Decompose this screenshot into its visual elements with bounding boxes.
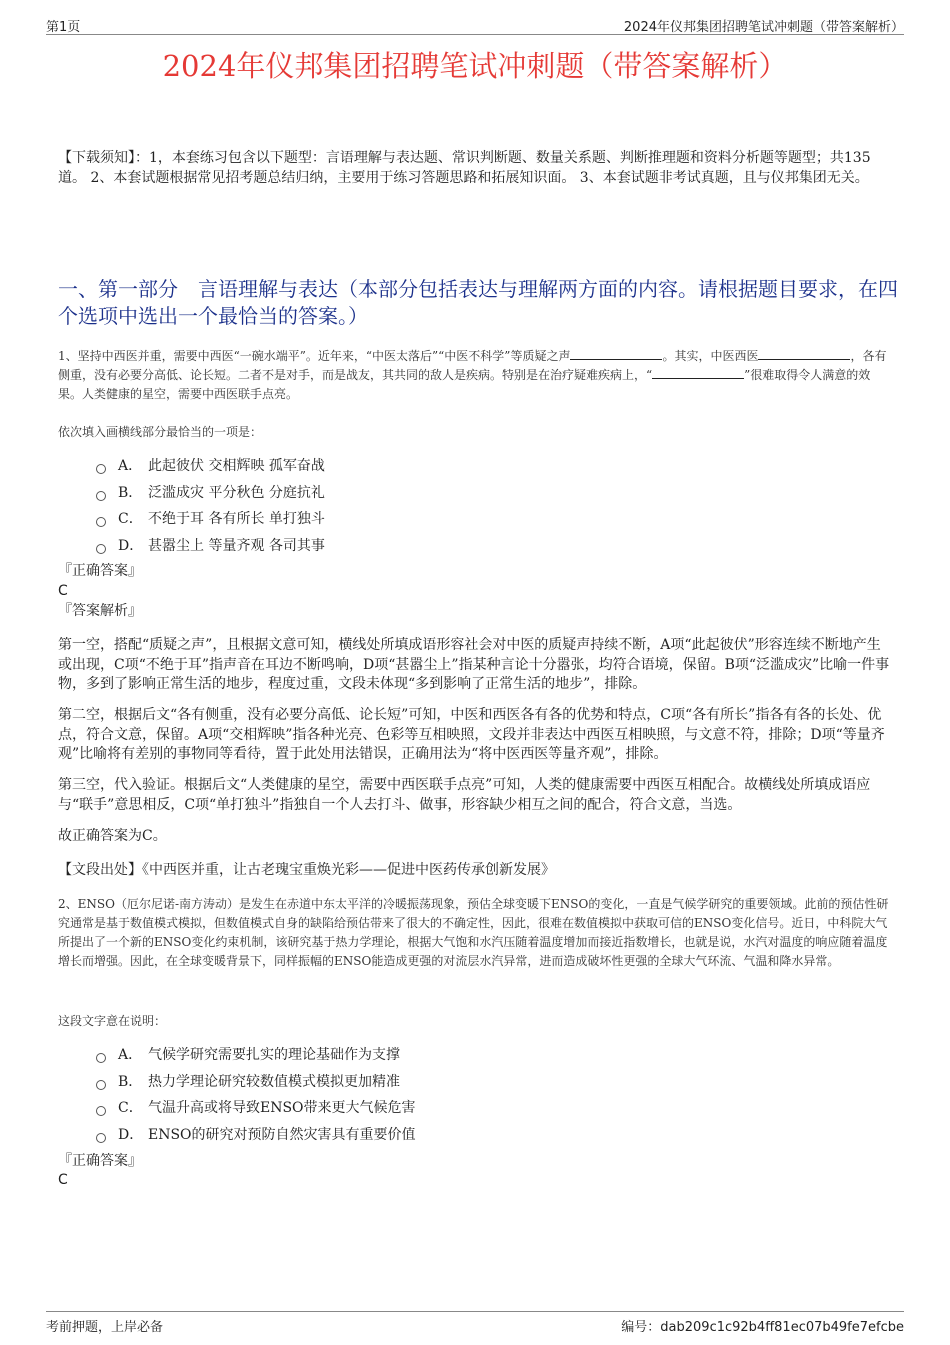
analysis-label: 『答案解析』 bbox=[58, 603, 142, 619]
radio-icon[interactable] bbox=[96, 517, 106, 527]
radio-icon[interactable] bbox=[96, 491, 106, 501]
footer-slogan: 考前押题，上岸必备 bbox=[46, 1320, 164, 1335]
option-c[interactable]: C． 不绝于耳 各有所长 单打独斗 bbox=[96, 506, 325, 533]
blank-3 bbox=[652, 367, 744, 379]
radio-icon[interactable] bbox=[96, 1080, 106, 1090]
answer-label: 『正确答案』 bbox=[58, 1153, 142, 1169]
answer-value: C bbox=[58, 583, 68, 599]
option-d[interactable]: D． ENSO的研究对预防自然灾害具有重要价值 bbox=[96, 1122, 416, 1149]
radio-icon[interactable] bbox=[96, 1053, 106, 1063]
page-number: 第1页 bbox=[46, 20, 81, 35]
page-footer bbox=[46, 1311, 904, 1334]
question-1-text: 1、坚持中西医并重，需要中西医“一碗水端平”。近年来，“中医太落后”“中医不科学”等质疑之声 。其实，中医西医 ，各有侧重，没有必要分高低、论长短。二者不是对手，而是战友，其共同的敌人是疾病。特别是在治疗疑难疾病上，“ ”很难取得令人满意的效果。人类健康的星空，需要中西医联手点亮。 bbox=[58, 349, 887, 401]
radio-icon[interactable] bbox=[96, 464, 106, 474]
analysis-paragraph-1: 第一空，搭配“质疑之声”，且根据文意可知，横线处所填成语形容社会对中医的质疑声持续不断，A项“此起彼伏”形容连续不断地产生或出现，C项“不绝于耳”指声音在耳边不断鸣响，D项“甚嚣尘上”指某种言论十分嚣张，均符合语境，保留。B项“泛滥成灾”比喻一件事物，多到了影响正常生活的地步，程度过重，文段未体现“多到影响了正常生活的地步”，排除。 bbox=[58, 637, 890, 692]
header-doc-title: 2024年仪邦集团招聘笔试冲刺题（带答案解析） bbox=[623, 20, 904, 35]
blank-1 bbox=[570, 348, 662, 360]
download-notice: 【下载须知】：1，本套练习包含以下题型：言语理解与表达题、常识判断题、数量关系题、判断推理题和资料分析题等题型；共135道。 2、本套试题根据常见招考题总结归纳，主要用于练习答题思路和拓展知识面。 3、本套试题非考试真题，且与仪邦集团无关。 bbox=[58, 150, 871, 186]
document-id: 编号：dab209c1c92b4ff81ec07b49fe7efcbe bbox=[621, 1320, 904, 1335]
option-c[interactable]: C． 气温升高或将导致ENSO带来更大气候危害 bbox=[96, 1095, 416, 1122]
question-2-options bbox=[96, 1042, 416, 1148]
blank-2 bbox=[758, 348, 850, 360]
document-title: 2024年仪邦集团招聘笔试冲刺题（带答案解析） bbox=[162, 49, 788, 83]
radio-icon[interactable] bbox=[96, 544, 106, 554]
answer-label: 『正确答案』 bbox=[58, 563, 142, 579]
option-a[interactable]: A． 此起彼伏 交相辉映 孤军奋战 bbox=[96, 453, 325, 480]
option-b[interactable]: B． 泛滥成灾 平分秋色 分庭抗礼 bbox=[96, 480, 325, 507]
analysis-paragraph-3: 第三空，代入验证。根据后文“人类健康的星空，需要中西医联手点亮”可知，人类的健康需要中西医互相配合。故横线处所填成语应与“联手”意思相反，C项“单打独斗”指独自一个人去打斗、做事，形容缺少相互之间的配合，符合文意，当选。 bbox=[58, 777, 871, 813]
analysis-conclusion: 故正确答案为C。 bbox=[58, 828, 167, 844]
answer-value: C bbox=[58, 1172, 68, 1188]
question-2-text: 2、ENSO（厄尔尼诺-南方涛动）是发生在赤道中东太平洋的冷暖振荡现象，预估全球变暖下ENSO的变化，一直是气候学研究的重要领域。此前的预估性研究通常是基于数值模式模拟，但数值模式自身的缺陷给预估带来了很大的不确定性，因此，很难在数值模拟中获取可信的ENSO变化信号。近日，中科院大气所提出了一个新的ENSO变化约束机制，该研究基于热力学理论，根据大气饱和水汽压随着温度增加而接近指数增长，也就是说，水汽对温度的响应随着温度增长而增强。因此，在全球变暖背景下，同样振幅的ENSO能造成更强的对流层水汽异常，进而造成破坏性更强的全球大气环流、气温和降水异常。 bbox=[58, 897, 889, 968]
radio-icon[interactable] bbox=[96, 1106, 106, 1116]
question-2-prompt: 这段文字意在说明： bbox=[58, 1014, 167, 1028]
question-1-prompt: 依次填入画横线部分最恰当的一项是： bbox=[58, 425, 263, 439]
option-a[interactable]: A． 气候学研究需要扎实的理论基础作为支撑 bbox=[96, 1042, 416, 1069]
source-citation: 【文段出处】《中西医并重，让古老瑰宝重焕光彩——促进中医药传承创新发展》 bbox=[58, 862, 555, 878]
question-1-options bbox=[96, 453, 325, 559]
radio-icon[interactable] bbox=[96, 1133, 106, 1143]
option-b[interactable]: B． 热力学理论研究较数值模式模拟更加精准 bbox=[96, 1069, 416, 1096]
analysis-paragraph-2: 第二空，根据后文“各有侧重，没有必要分高低、论长短”可知，中医和西医各有各的优势和特点，C项“各有所长”指各有各的长处、优点，符合文意，保留。A项“交相辉映”指各种光亮、色彩等互相映照，文段并非表达中西医互相映照，与文意不符，排除；D项“等量齐观”比喻将有差别的事物同等看待，置于此处用法错误，正确用法为“将中医西医等量齐观”，排除。 bbox=[58, 707, 885, 762]
option-d[interactable]: D． 甚嚣尘上 等量齐观 各司其事 bbox=[96, 533, 325, 560]
section-title: 一、第一部分 言语理解与表达（本部分包括表达与理解两方面的内容。请根据题目要求，在四个选项中选出一个最恰当的答案。） bbox=[58, 277, 898, 328]
page-header bbox=[46, 14, 904, 35]
